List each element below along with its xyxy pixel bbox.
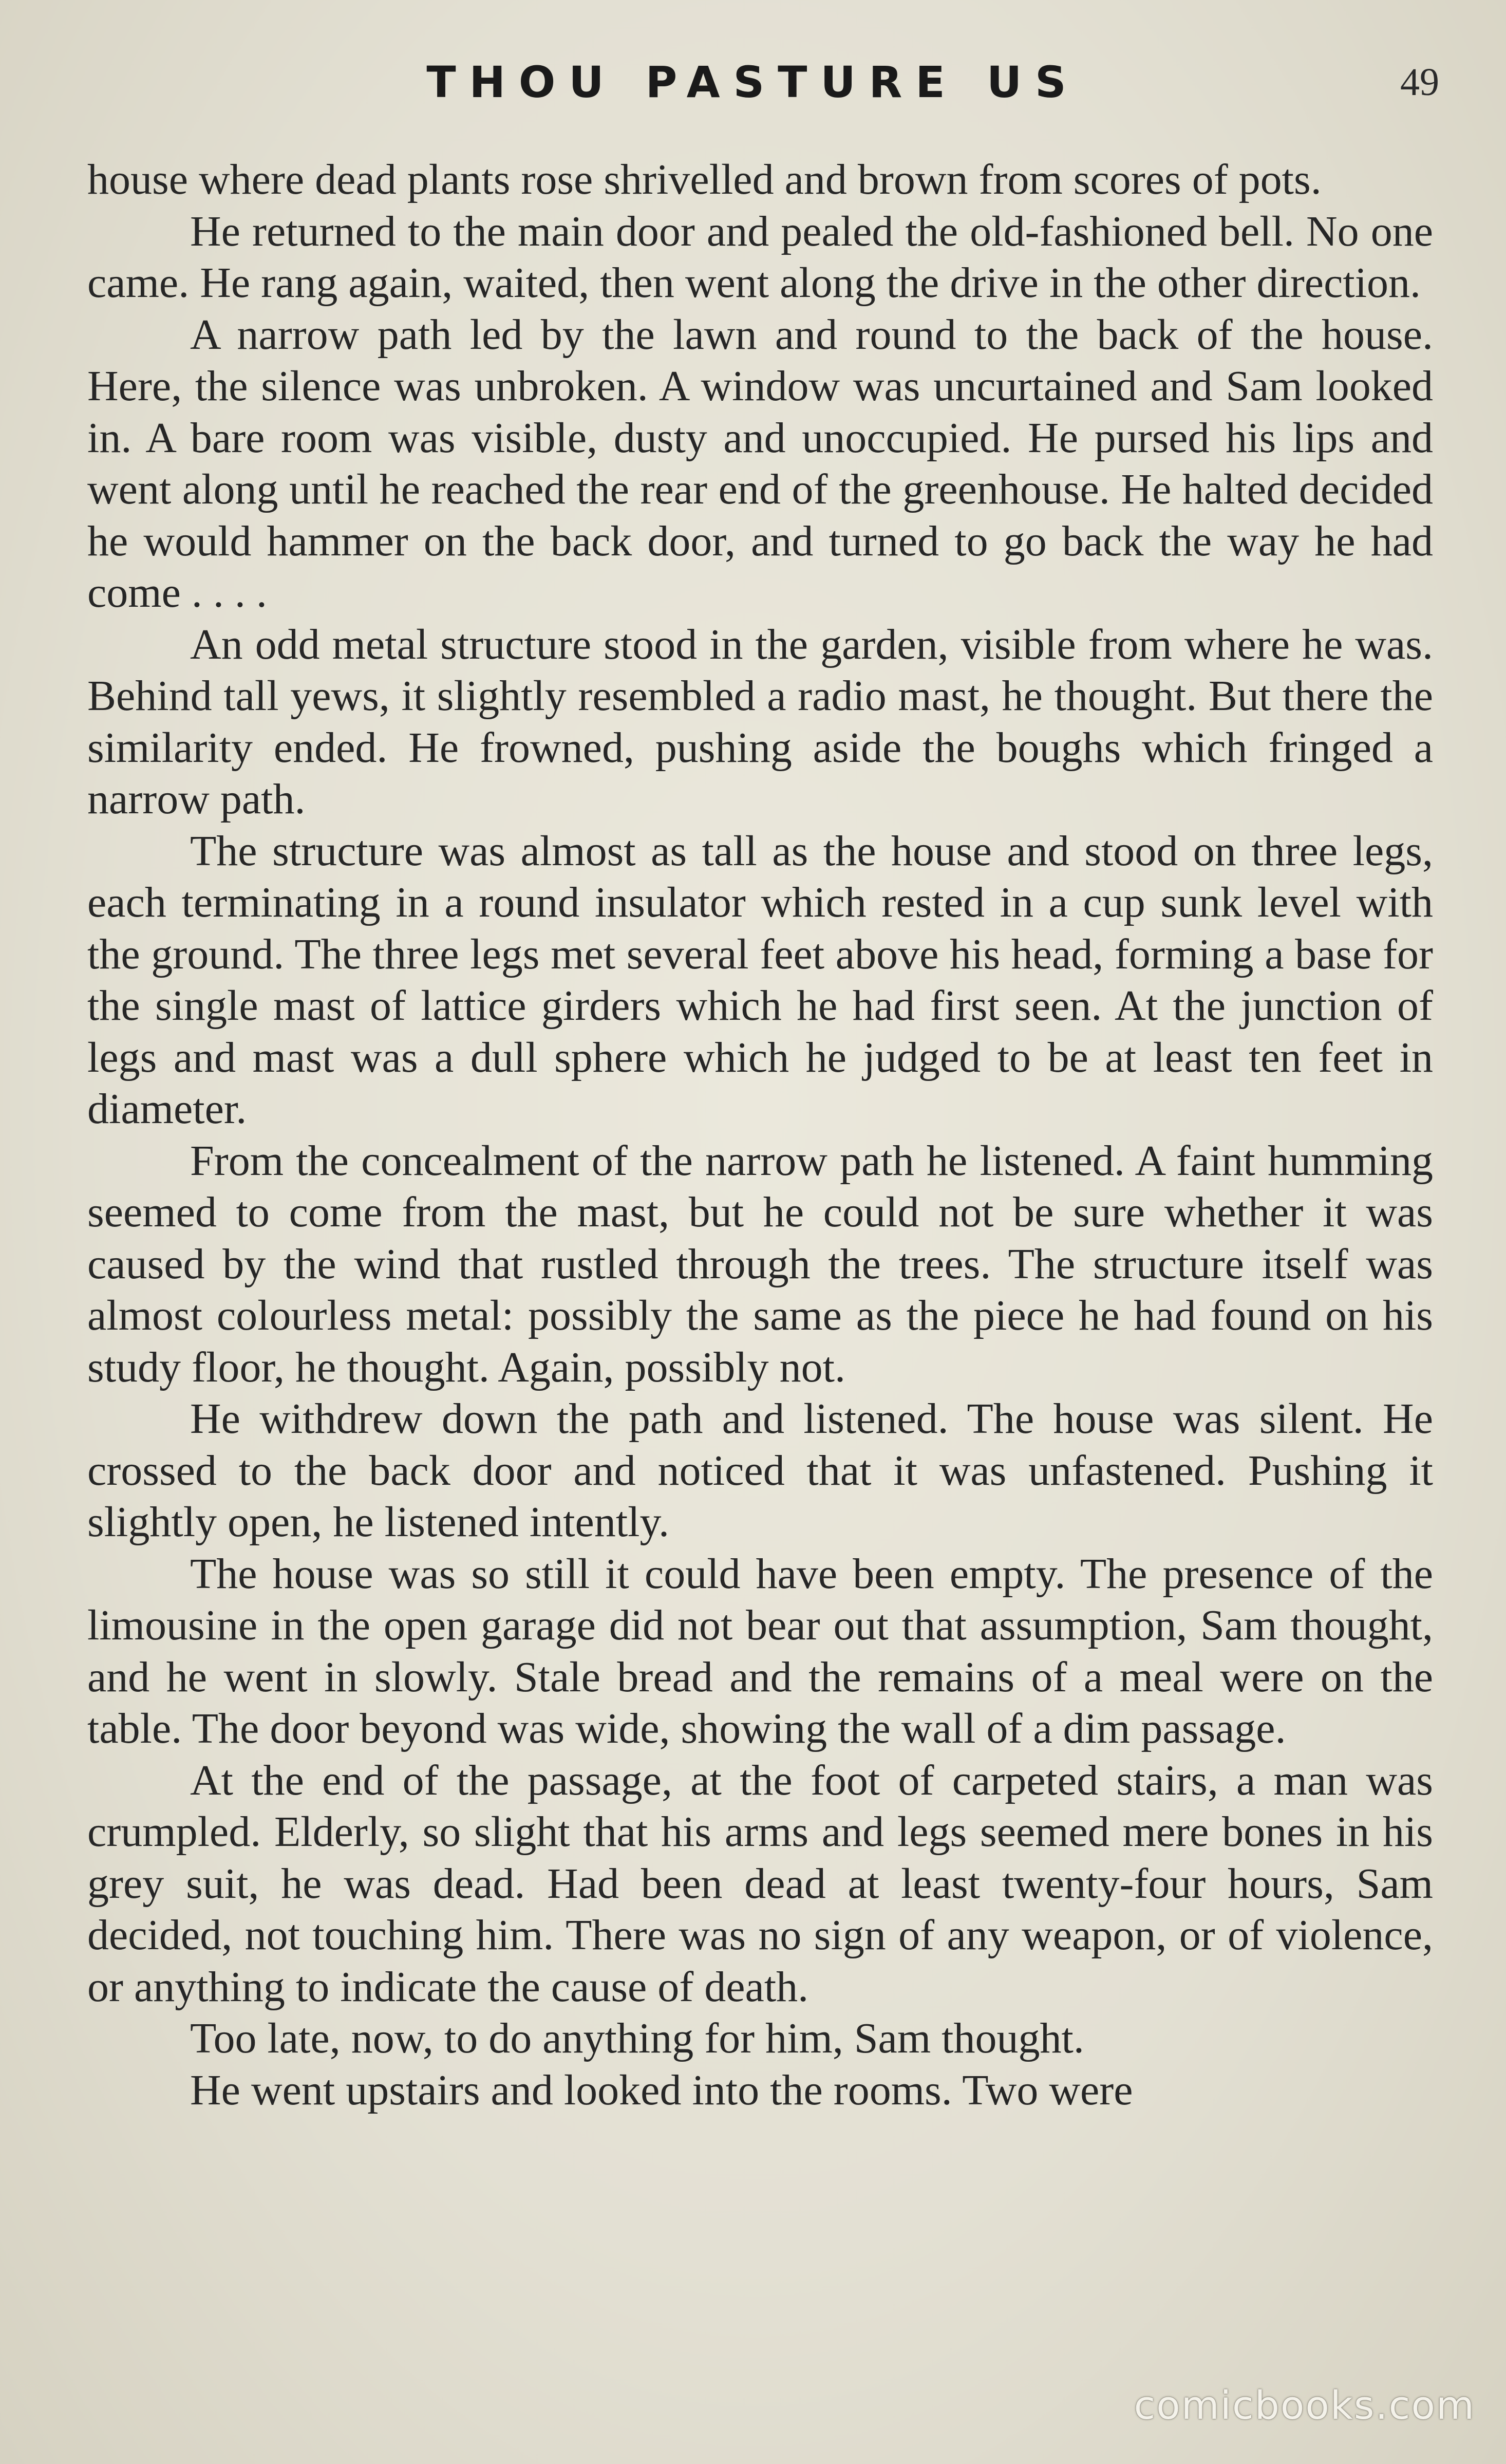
page-number: 49: [1400, 61, 1439, 104]
paragraph: He withdrew down the path and listened. The house was silent. He crossed to the back door and noticed that it was unfastened. Pushing it slightly open, he listened intently.: [87, 1395, 1433, 1546]
paragraph: From the concealment of the narrow path he listened. A faint humming seemed to come from the mast, but he could not be sure whether it was caused by the wind that rustled through the trees. The structure itself was almost colourless metal: possibly the same as the piece he had found on his study floor, he thought. Again, possibly not.: [87, 1136, 1433, 1391]
watermark: comicbooks.com: [1134, 2382, 1475, 2428]
body-text: [87, 154, 1433, 2116]
paragraph: The structure was almost as tall as the house and stood on three legs, each terminating in a round insulator which rested in a cup sunk level with the ground. The three legs met several feet above his head, forming a base for the single mast of lattice girders which he had first seen. At the junction of legs and mast was a dull sphere which he judged to be at least ten feet in diameter.: [87, 827, 1433, 1133]
page-header: [0, 51, 1506, 113]
paragraph: At the end of the passage, at the foot of carpeted stairs, a man was crumpled. Elderly, so slight that his arms and legs seemed mere bones in his grey suit, he was dead. Had been dead at least twenty-four hours, Sam decided, not touching him. There was no sign of any weapon, or of violence, or anything to indicate the cause of death.: [87, 1756, 1433, 2011]
paragraph: He returned to the main door and pealed the old-fashioned bell. No one came. He rang again, waited, then went along the drive in the other direction.: [87, 207, 1433, 307]
paragraph: He went upstairs and looked into the rooms. Two were: [190, 2066, 1133, 2114]
paragraph: The house was so still it could have been empty. The presence of the limousine in the open garage did not bear out that assumption, Sam thought, and he went in slowly. Stale bread and the remains of a meal were on the table. The door beyond was wide, showing the wall of a dim passage.: [87, 1550, 1433, 1752]
paragraph: house where dead plants rose shrivelled and brown from scores of pots.: [87, 156, 1322, 203]
paragraph: Too late, now, to do anything for him, Sam thought.: [190, 2014, 1084, 2062]
paragraph: An odd metal structure stood in the garden, visible from where he was. Behind tall yews, it slightly resembled a radio mast, he thought. But there the similarity ended. He frowned, pushing aside the boughs which fringed a narrow path.: [87, 620, 1433, 823]
paragraph: A narrow path led by the lawn and round to the back of the house. Here, the silence was unbroken. A window was uncurtained and Sam looked in. A bare room was visible, dusty and unoccupied. He pursed his lips and went along until he reached the rear end of the greenhouse. He halted decided he would hammer on the back door, and turned to go back the way he had come . . . .: [87, 310, 1433, 617]
running-title: THOU PASTURE US: [426, 57, 1080, 107]
